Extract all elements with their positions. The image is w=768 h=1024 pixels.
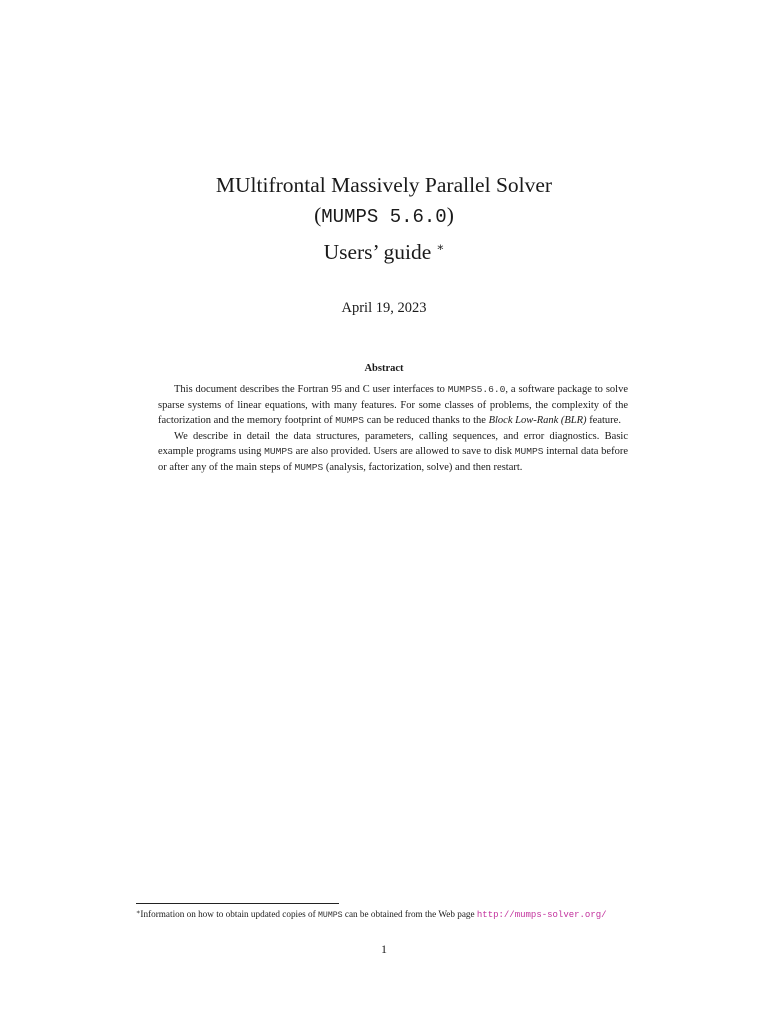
text-run: (analysis, factorization, solve) and then restart. xyxy=(323,461,523,473)
text-run: , a software package to solve sparse systems of linear equations, with many features. For some classes of problems, the complexity of the factorization and the memory footprint of xyxy=(158,384,628,426)
code-text: MUMPS xyxy=(294,461,324,473)
paren-open: ( xyxy=(314,203,322,227)
document-date: April 19, 2023 xyxy=(341,300,427,316)
emphasis-text: Block Low-Rank (BLR) xyxy=(488,415,587,426)
paren-close: ) xyxy=(446,203,454,227)
text-run: feature. xyxy=(586,415,621,426)
title-block xyxy=(0,170,768,267)
title-footnote-mark: ∗ xyxy=(436,240,445,254)
code-text: MUMPS xyxy=(318,911,343,920)
footnote-rule xyxy=(136,903,339,904)
abstract-paragraph-2 xyxy=(158,429,628,476)
text-run: This document describes the Fortran 95 and C user interfaces to xyxy=(174,384,448,395)
text-run: can be obtained from the Web page xyxy=(342,909,477,919)
title-line: MUltifrontal Massively Parallel Solver xyxy=(215,173,553,197)
text-run: Information on how to obtain updated copies of xyxy=(140,909,319,919)
subtitle-text: Users’ guide xyxy=(323,240,432,264)
footnote xyxy=(136,908,696,920)
text-run: can be reduced thanks to the xyxy=(364,415,489,426)
code-text: MUMPS xyxy=(335,415,365,426)
version-code: MUMPS 5.6.0 xyxy=(321,206,447,228)
text-run: We describe in detail the data structures, parameters, calling sequences, and error diagnostics. Basic example programs using xyxy=(158,430,628,457)
text-run: internal data before or after any of the main steps of xyxy=(158,446,628,473)
page-number: 1 xyxy=(381,942,387,956)
abstract-body xyxy=(158,382,628,475)
abstract-paragraph-1 xyxy=(158,382,628,429)
code-text: MUMPS xyxy=(264,446,293,457)
footnote-mark: ∗ xyxy=(136,909,141,916)
subtitle-line xyxy=(0,232,768,267)
text-run: are also provided. Users are allowed to save to disk xyxy=(292,446,515,457)
web-link[interactable]: http://mumps-solver.org/ xyxy=(476,910,607,920)
version-line xyxy=(0,200,768,232)
abstract-heading: Abstract xyxy=(364,363,404,374)
code-text: MUMPS xyxy=(514,446,544,457)
code-text: MUMPS5.6.0 xyxy=(447,384,506,395)
